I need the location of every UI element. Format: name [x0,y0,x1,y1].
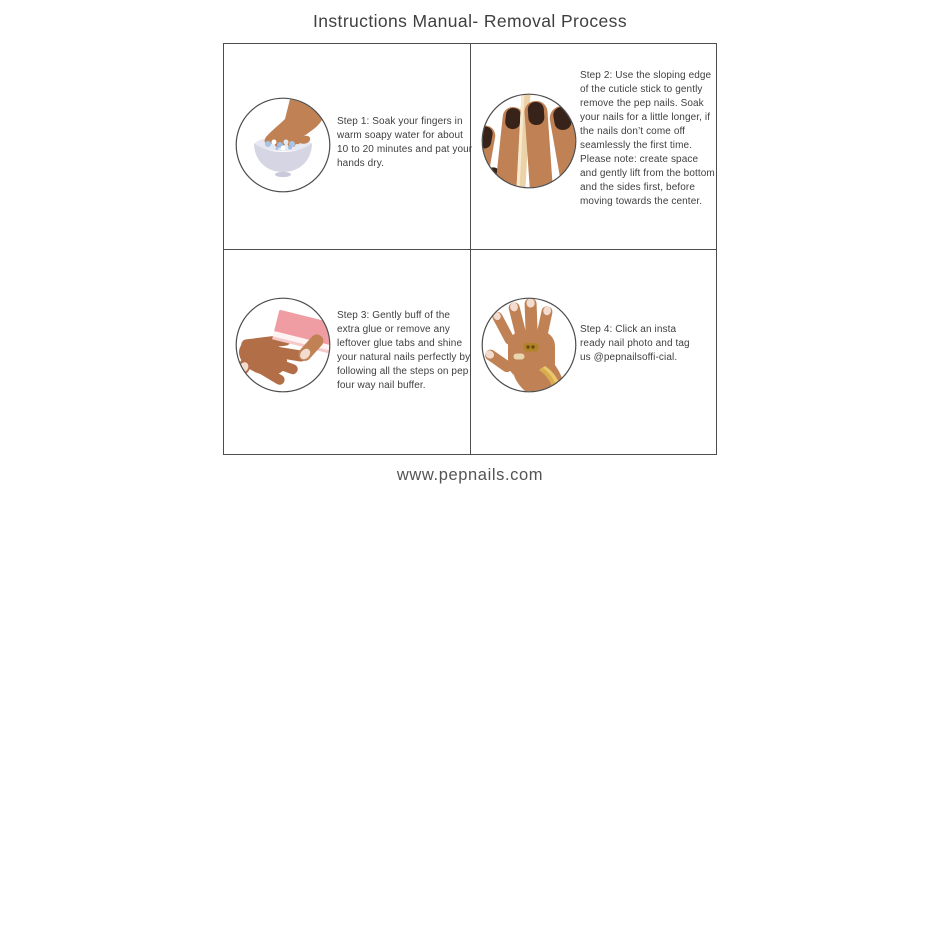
step-3-cell [224,250,471,454]
cuticle-stick-nails-icon [481,93,577,189]
page-title: Instructions Manual- Removal Process [313,11,627,31]
step-1-cell [224,44,471,250]
steps-grid [223,43,717,455]
step-3-illustration [235,297,331,393]
step-4-illustration [481,297,577,393]
step-4-text: Step 4: Click an insta ready nail photo and tag us @pepnailsoffi-cial. [580,324,690,363]
step-2-cell [471,44,716,250]
insta-hand-rings-icon [481,297,577,393]
step-2-text: Step 2: Use the sloping edge of the cuticle stick to gently remove the pep nails. Soak your nails for a little longer, if the nails don’t come off seamlessly the first time. Please note: create space and gently lift from the bottom and the sides first, before moving towards the center. [580,70,715,207]
nail-buffer-hand-icon [235,297,331,393]
step-4-cell [471,250,716,454]
step-3-text: Step 3: Gently buff of the extra glue or remove any leftover glue tabs and shine your natural nails perfectly by following all the steps on pep four way nail buffer. [337,310,471,391]
step-2-illustration [481,93,577,189]
step-1-text: Step 1: Soak your fingers in warm soapy water for about 10 to 20 minutes and pat your hands dry. [337,116,473,169]
step-1-illustration [235,97,331,193]
soak-hand-bowl-icon [235,97,331,193]
footer-url: www.pepnails.com [396,466,544,484]
